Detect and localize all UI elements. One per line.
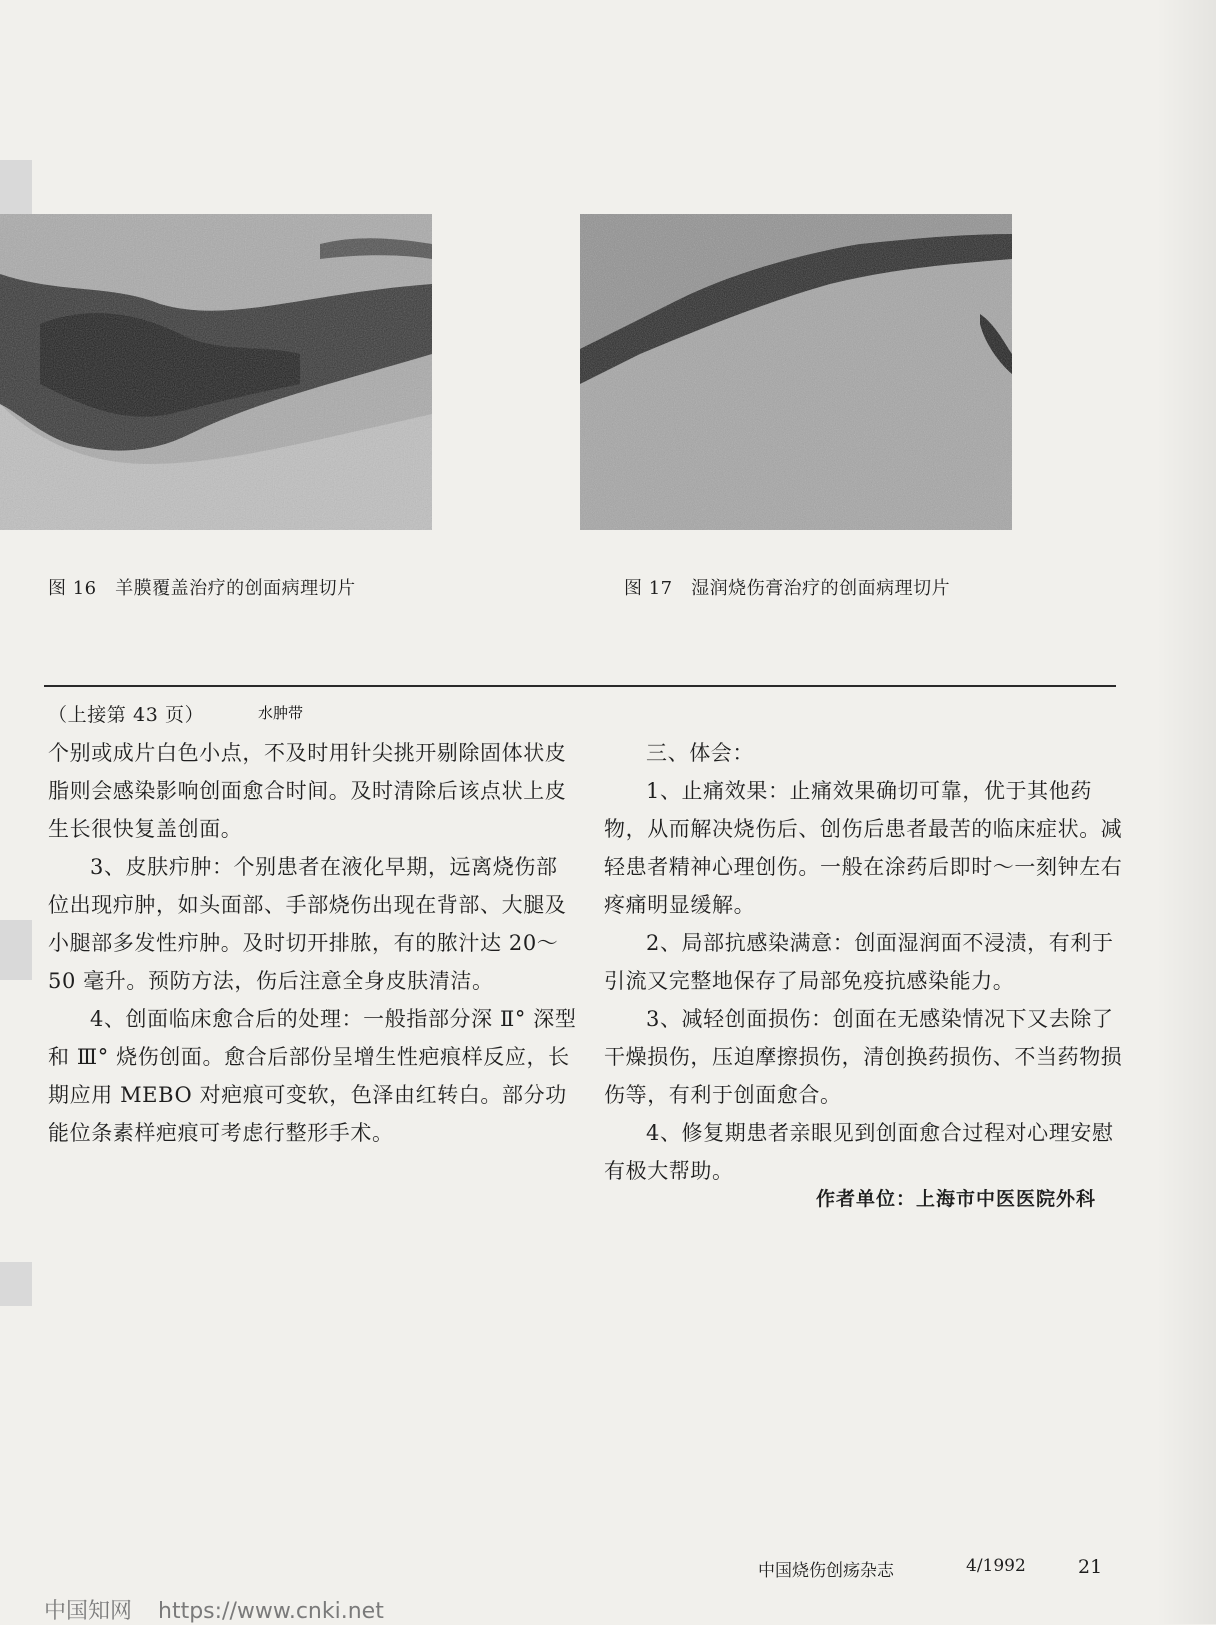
issue-number: 4/1992 bbox=[966, 1556, 1026, 1576]
cnki-watermark bbox=[44, 1594, 384, 1625]
right-paragraph: 2、局部抗感染满意：创面湿润面不浸渍，有利于引流又完整地保存了局部免疫抗感染能力。 bbox=[604, 931, 1114, 993]
scan-edge-mark-bottom bbox=[0, 1262, 32, 1306]
figure-16-photo-label: 水肿带 bbox=[258, 704, 304, 722]
right-paragraph: 1、止痛效果：止痛效果确切可靠，优于其他药物，从而解决烧伤后、创伤后患者最苦的临床症状。减轻患者精神心理创伤。一般在涂药后即时～一刻钟左右疼痛明显缓解。 bbox=[604, 779, 1123, 917]
right-paragraph: 4、修复期患者亲眼见到创面愈合过程对心理安慰有极大帮助。 bbox=[604, 1121, 1114, 1183]
figure-17-photo bbox=[580, 214, 1012, 530]
section-divider bbox=[44, 685, 1116, 687]
right-paragraph: 3、减轻创面损伤：创面在无感染情况下又去除了干燥损伤，压迫摩擦损伤，清创换药损伤、不当药物损伤等，有利于创面愈合。 bbox=[604, 1007, 1123, 1107]
left-paragraph: 3、皮肤疖肿：个别患者在液化早期，远离烧伤部位出现疖肿，如头面部、手部烧伤出现在背部、大腿及小腿部多发性疖肿。及时切开排脓，有的脓汁达 20～50 毫升。预防方法，伤后注意全身皮肤清洁。 bbox=[48, 855, 567, 993]
scan-edge-mark-middle bbox=[0, 920, 32, 980]
page-number: 21 bbox=[1078, 1556, 1103, 1578]
figure-17-caption: 图 17 湿润烧伤膏治疗的创面病理切片 bbox=[624, 578, 951, 599]
right-column bbox=[604, 734, 1134, 1190]
left-paragraph: 4、创面临床愈合后的处理：一般指部分深 Ⅱ° 深型和 Ⅲ° 烧伤创面。愈合后部份呈增生性疤痕样反应，长期应用 MEBO 对疤痕可变软，色泽由红转白。部分功能位条素样疤痕可考虑行整形手术。 bbox=[48, 1007, 577, 1145]
page-edge-shade bbox=[1156, 0, 1216, 1624]
left-column bbox=[48, 696, 578, 1152]
left-paragraph: 个别或成片白色小点，不及时用针尖挑开剔除固体状皮脂则会感染影响创面愈合时间。及时清除后该点状上皮生长很快复盖创面。 bbox=[48, 741, 567, 841]
watermark-url[interactable]: https://www.cnki.net bbox=[158, 1599, 384, 1624]
section-heading: 三、体会： bbox=[646, 741, 754, 765]
watermark-brand: 中国知网 bbox=[44, 1599, 133, 1624]
continued-from-note: （上接第 43 页） bbox=[48, 704, 205, 726]
author-affiliation: 作者单位：上海市中医医院外科 bbox=[816, 1188, 1097, 1210]
journal-name: 中国烧伤创疡杂志 bbox=[758, 1561, 894, 1581]
figure-16-caption: 图 16 羊膜覆盖治疗的创面病理切片 bbox=[48, 578, 356, 599]
